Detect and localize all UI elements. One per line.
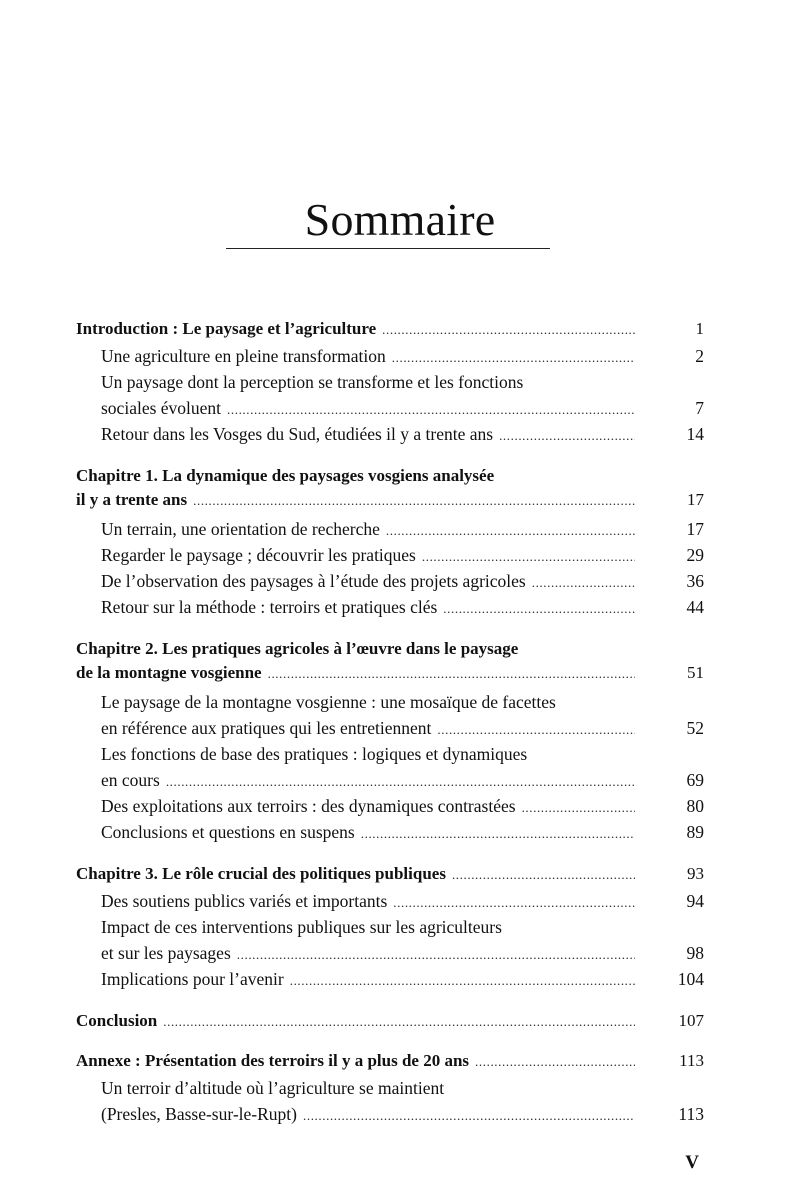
- page-number: 1: [695, 319, 704, 338]
- page-number: 69: [686, 770, 704, 790]
- dot-leader: [290, 968, 635, 994]
- dot-leader: [303, 1103, 635, 1129]
- entry-title: De l’observation des paysages à l’étude des projets agricoles: [101, 571, 526, 591]
- page-number: 44: [686, 597, 704, 617]
- dot-leader: [163, 1010, 635, 1033]
- toc-chapter-line[interactable]: [76, 1009, 704, 1032]
- entry-title: Une agriculture en pleine transformation: [101, 346, 386, 366]
- page-title: Sommaire: [304, 194, 496, 245]
- toc-section: [76, 1009, 704, 1032]
- toc-entry-line[interactable]: [76, 819, 704, 845]
- toc-entry-line[interactable]: [76, 689, 704, 715]
- page-number: 7: [695, 398, 704, 418]
- page-number: 104: [677, 969, 704, 989]
- page-number: 107: [678, 1011, 704, 1030]
- dot-leader: [386, 518, 635, 544]
- toc-entry-line[interactable]: [76, 343, 704, 369]
- toc-entry-line[interactable]: [76, 940, 704, 966]
- entry-title: Des exploitations aux terroirs : des dynamiques contrastées: [101, 796, 516, 816]
- page-number: 89: [686, 822, 704, 842]
- chapter-title: il y a trente ans: [76, 490, 188, 509]
- toc-chapter-line[interactable]: [76, 317, 704, 340]
- toc-entry-line[interactable]: [76, 594, 704, 620]
- toc-entry-line[interactable]: [76, 1101, 704, 1127]
- entry-title: Des soutiens publics variés et importants: [101, 891, 388, 911]
- entry-title: Regarder le paysage ; découvrir les pratiques: [101, 545, 416, 565]
- page-number: 14: [686, 424, 704, 444]
- toc-entry-line[interactable]: [76, 395, 704, 421]
- dot-leader: [499, 423, 635, 449]
- page-number: 98: [686, 943, 704, 963]
- toc-entry-line[interactable]: [76, 1075, 704, 1101]
- chapter-title: de la montagne vosgienne: [76, 663, 262, 682]
- toc-entry-line[interactable]: [76, 767, 704, 793]
- page-number: 51: [687, 663, 704, 682]
- entry-title: (Presles, Basse-sur-le-Rupt): [101, 1104, 297, 1124]
- entry-title: sociales évoluent: [101, 398, 222, 418]
- page-number: 113: [679, 1051, 704, 1070]
- entry-title: Un paysage dont la perception se transforme et les fonctions: [101, 372, 524, 392]
- entry-title: Un terroir d’altitude où l’agriculture se maintient: [101, 1078, 445, 1098]
- toc-chapter-line[interactable]: [76, 637, 704, 660]
- toc-entry-line[interactable]: [76, 966, 704, 992]
- toc-entry-line[interactable]: [76, 421, 704, 447]
- dot-leader: [268, 661, 635, 687]
- entry-title: et sur les paysages: [101, 943, 231, 963]
- entry-title: Impact de ces interventions publiques sur les agriculteurs: [101, 917, 502, 937]
- page-number: 17: [687, 490, 704, 509]
- toc-section: [76, 464, 704, 620]
- entry-title: en cours: [101, 770, 160, 790]
- entry-title: Retour sur la méthode : terroirs et pratiques clés: [101, 597, 438, 617]
- toc-section: [76, 862, 704, 992]
- entry-title: Les fonctions de base des pratiques : logiques et dynamiques: [101, 744, 528, 764]
- entry-title: Un terrain, une orientation de recherche: [101, 519, 380, 539]
- dot-leader: [361, 821, 635, 847]
- toc-section: [76, 1049, 704, 1127]
- dot-leader: [392, 345, 635, 371]
- page-number: 29: [686, 545, 704, 565]
- dot-leader: [532, 570, 635, 596]
- toc-section: [76, 637, 704, 845]
- chapter-title: Chapitre 1. La dynamique des paysages vosgiens analysée: [76, 466, 495, 485]
- toc-entry-line[interactable]: [76, 369, 704, 395]
- dot-leader: [166, 769, 635, 795]
- dot-leader: [522, 795, 635, 821]
- page-number: 17: [686, 519, 704, 539]
- toc-chapter-line[interactable]: [76, 1049, 704, 1072]
- page-number: 36: [686, 571, 704, 591]
- dot-leader: [437, 717, 635, 743]
- entry-title: en référence aux pratiques qui les entretiennent: [101, 718, 432, 738]
- toc-chapter-line[interactable]: [76, 862, 704, 885]
- toc-chapter-line[interactable]: [76, 487, 704, 513]
- dot-leader: [393, 890, 635, 916]
- page-folio: V: [685, 1152, 699, 1173]
- dot-leader: [443, 596, 635, 622]
- dot-leader: [193, 488, 635, 514]
- entry-title: Retour dans les Vosges du Sud, étudiées il y a trente ans: [101, 424, 494, 444]
- toc-entry-line[interactable]: [76, 914, 704, 940]
- page-number: 93: [687, 864, 704, 883]
- title-underline: [226, 248, 550, 249]
- page-number: 94: [686, 891, 704, 911]
- page-number: 52: [686, 718, 704, 738]
- entry-title: Implications pour l’avenir: [101, 969, 284, 989]
- chapter-title: Conclusion: [76, 1011, 158, 1030]
- page-number: 113: [678, 1104, 704, 1124]
- toc-section: [76, 317, 704, 447]
- chapter-title: Annexe : Présentation des terroirs il y a plus de 20 ans: [76, 1051, 470, 1070]
- table-of-contents: [76, 317, 704, 1144]
- toc-entry-line[interactable]: [76, 888, 704, 914]
- page-number: 2: [695, 346, 704, 366]
- chapter-title: Chapitre 3. Le rôle crucial des politiques publiques: [76, 864, 446, 883]
- toc-entry-line[interactable]: [76, 542, 704, 568]
- dot-leader: [227, 397, 635, 423]
- dot-leader: [382, 318, 635, 341]
- chapter-title: Introduction : Le paysage et l’agriculture: [76, 319, 377, 338]
- toc-entry-line[interactable]: [76, 516, 704, 542]
- entry-title: Le paysage de la montagne vosgienne : une mosaïque de facettes: [101, 692, 556, 712]
- toc-entry-line[interactable]: [76, 568, 704, 594]
- chapter-title: Chapitre 2. Les pratiques agricoles à l’œuvre dans le paysage: [76, 639, 519, 658]
- dot-leader: [452, 863, 635, 886]
- toc-chapter-line[interactable]: [76, 660, 704, 686]
- toc-entry-line[interactable]: [76, 715, 704, 741]
- toc-entry-line[interactable]: [76, 793, 704, 819]
- entry-title: Conclusions et questions en suspens: [101, 822, 355, 842]
- page-number: 80: [686, 796, 704, 816]
- dot-leader: [475, 1050, 635, 1073]
- dot-leader: [237, 942, 635, 968]
- toc-entry-line[interactable]: [76, 741, 704, 767]
- toc-chapter-line[interactable]: [76, 464, 704, 487]
- dot-leader: [422, 544, 635, 570]
